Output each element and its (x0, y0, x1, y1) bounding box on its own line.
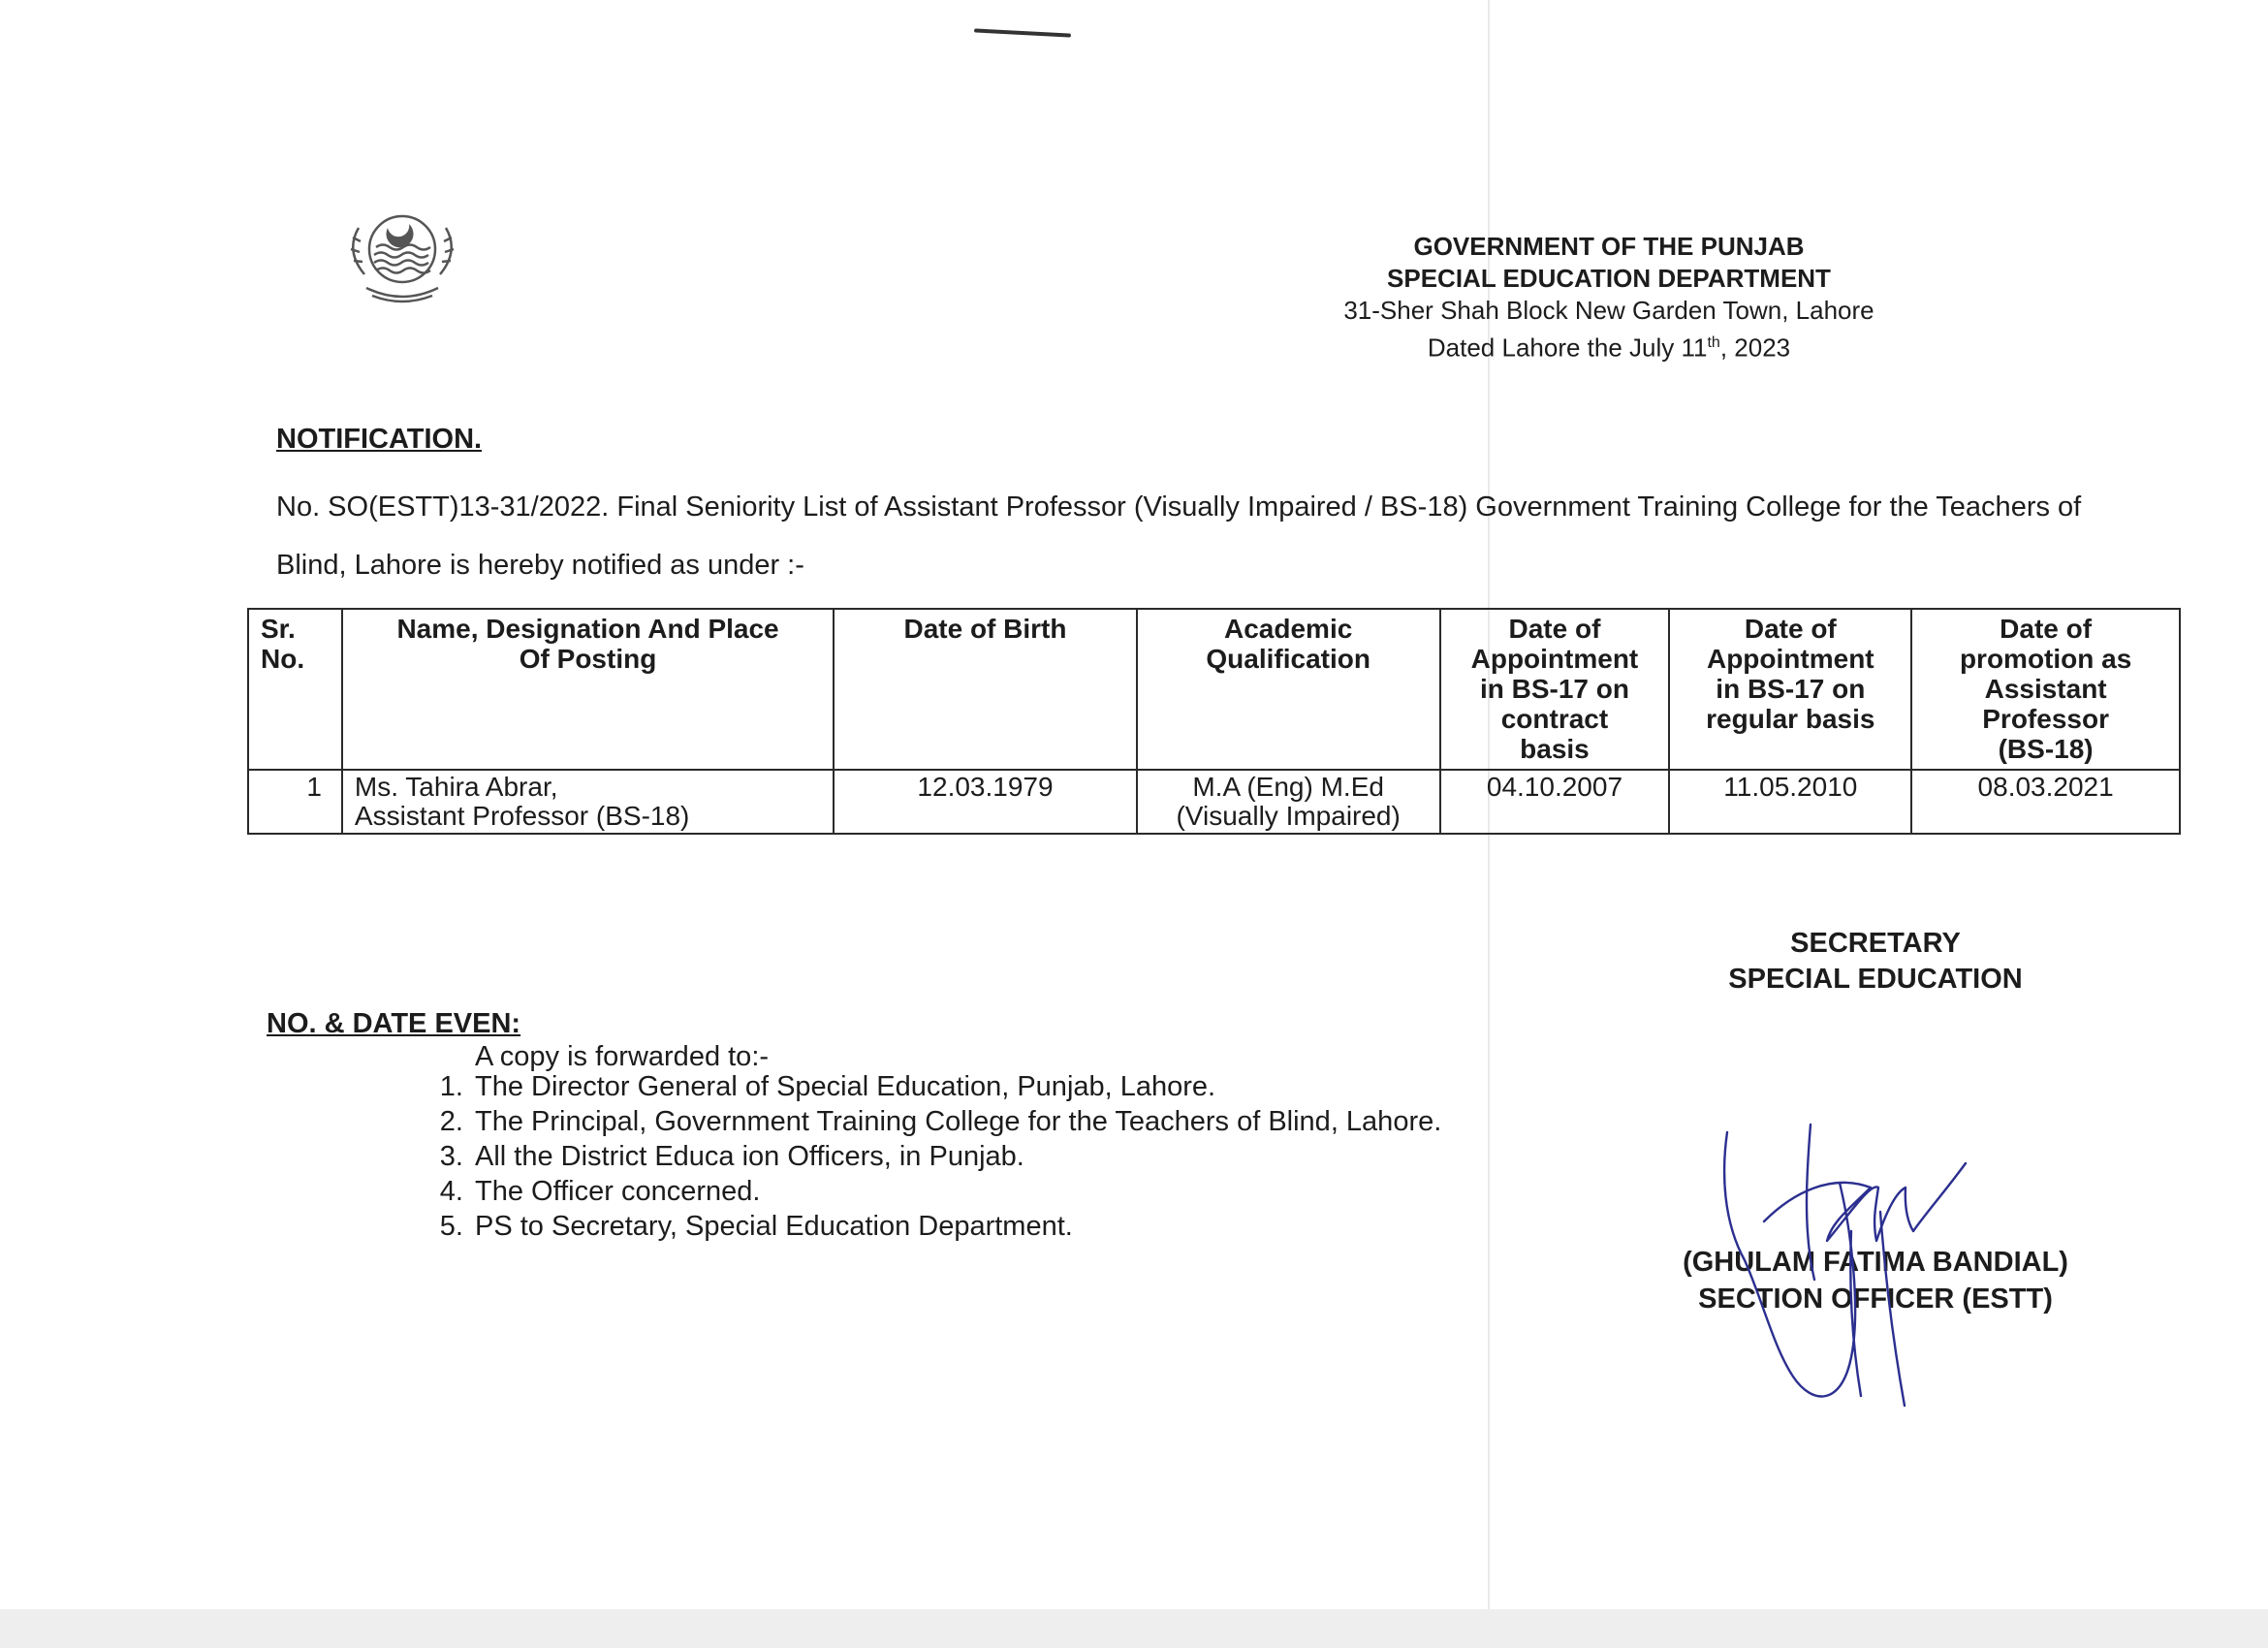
header-text: promotion as (1959, 644, 2132, 674)
dated-line (1260, 327, 1958, 364)
header-text: regular basis (1706, 704, 1875, 734)
dated-year: , 2023 (1719, 333, 1791, 363)
list-item: 3. All the District Educa ion Officers, in Punjab. (471, 1139, 1634, 1174)
cell-qualification-line: M.A (Eng) M.Ed (1192, 772, 1384, 802)
cell-name (342, 770, 834, 834)
government-name: GOVERNMENT OF THE PUNJAB (1413, 232, 1805, 261)
letterhead (1260, 231, 1958, 364)
officer-title: SECTION OFFICER (ESTT) (1698, 1284, 2053, 1315)
pen-mark (974, 28, 1071, 37)
cell-qualification (1137, 770, 1440, 834)
signature-icon (1706, 1115, 1997, 1425)
table-header-row (248, 609, 2180, 770)
header-text: Appointment (1706, 644, 1874, 674)
list-item: 4. The Officer concerned. (471, 1174, 1634, 1209)
list-item: 2. The Principal, Government Training College for the Teachers of Blind, Lahore. (471, 1104, 1634, 1139)
cell-name-line: Ms. Tahira Abrar, (354, 772, 558, 802)
cell-designation-line: Assistant Professor (BS-18) (354, 801, 690, 831)
header-text: Assistant (1984, 674, 2107, 704)
copy-heading: NO. & DATE EVEN: (267, 1008, 521, 1039)
header-text: Date of (2000, 614, 2093, 644)
notification-body: No. SO(ESTT)13-31/2022. Final Seniority List of Assistant Professor (Visually Impaired / BS-18) Government Training College for the Teachers of Blind, Lahore is hereby notified as under :- (276, 491, 2082, 581)
header-text: No. (261, 644, 305, 674)
header-text: Appointment (1470, 644, 1639, 674)
secretary-title: SECRETARY (1790, 928, 1961, 959)
secretary-block (1648, 926, 2103, 998)
cell-contract-date: 04.10.2007 (1440, 770, 1670, 834)
cell-sr-no: 1 (248, 770, 342, 834)
dated-prefix: Dated Lahore the July 11 (1427, 333, 1708, 363)
header-promotion (1911, 609, 2180, 770)
department-name: SPECIAL EDUCATION DEPARTMENT (1387, 264, 1831, 293)
cell-regular-date: 11.05.2010 (1669, 770, 1911, 834)
header-text: in BS-17 on (1479, 674, 1629, 704)
header-text: Date of (1744, 614, 1837, 644)
table-row (248, 770, 2180, 834)
cell-dob: 12.03.1979 (834, 770, 1137, 834)
header-text: Name, Designation And Place (396, 614, 779, 644)
header-sr-no (248, 609, 342, 770)
list-item: 1. The Director General of Special Education, Punjab, Lahore. (471, 1069, 1634, 1104)
officer-name: (GHULAM FATIMA BANDIAL) (1683, 1247, 2068, 1278)
copy-intro: A copy is forwarded to:- (475, 1041, 770, 1072)
header-text: (BS-18) (1998, 734, 2094, 764)
notification-heading: NOTIFICATION. (276, 424, 483, 455)
list-item: 5. PS to Secretary, Special Education Department. (471, 1209, 1634, 1244)
header-text: Date of Birth (903, 614, 1067, 644)
dated-ordinal: th (1707, 334, 1720, 351)
header-qualification (1137, 609, 1440, 770)
seniority-table (247, 608, 2181, 835)
header-text: basis (1520, 734, 1590, 764)
header-regular-appointment (1669, 609, 1911, 770)
header-text: Qualification (1206, 644, 1370, 674)
punjab-emblem-icon (330, 199, 475, 315)
header-text: Professor (1982, 704, 2109, 734)
header-text: Date of (1508, 614, 1601, 644)
secretary-department: SPECIAL EDUCATION (1728, 964, 2023, 995)
header-contract-appointment (1440, 609, 1670, 770)
header-text: in BS-17 on (1716, 674, 1866, 704)
department-address: 31-Sher Shah Block New Garden Town, Lahore (1343, 296, 1874, 325)
cell-qualification-line: (Visually Impaired) (1176, 801, 1401, 831)
header-text: Academic (1224, 614, 1353, 644)
header-text: Of Posting (519, 644, 657, 674)
copy-list (407, 1069, 1634, 1244)
header-text: Sr. (261, 614, 296, 644)
header-name (342, 609, 834, 770)
header-dob (834, 609, 1137, 770)
scan-edge (0, 1609, 2268, 1648)
header-text: contract (1500, 704, 1609, 734)
cell-promotion-date: 08.03.2021 (1911, 770, 2180, 834)
